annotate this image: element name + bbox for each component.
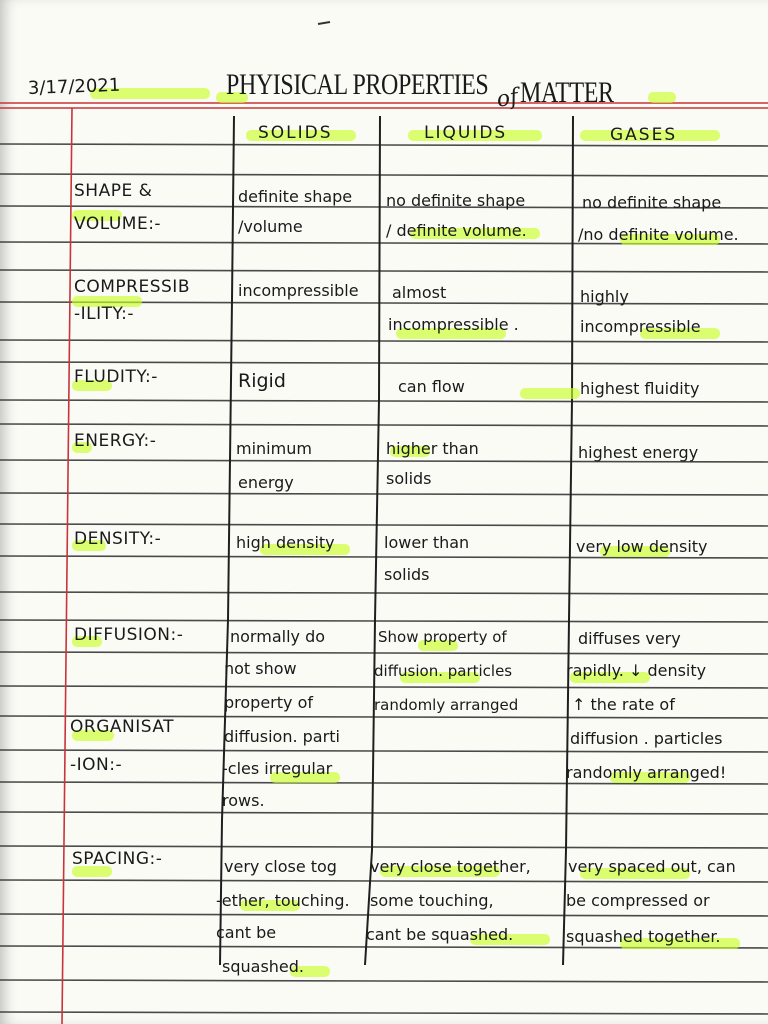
- ruled-line: [0, 592, 768, 594]
- cell-spacing-liquids-1: very close together,: [370, 857, 531, 876]
- cell-shape-gases-2: /no definite volume.: [578, 225, 739, 244]
- cell-density-solids: high density: [236, 533, 335, 552]
- cell-spacing-solids-4: squashed.: [222, 957, 304, 976]
- title-main: PHYISICAL PROPERTIES: [226, 68, 489, 101]
- cell-diffusion-gases-5: randomly arranged!: [566, 763, 727, 782]
- cell-diffusion-solids-6: rows.: [222, 791, 265, 810]
- cell-spacing-liquids-3: cant be squashed.: [366, 925, 514, 944]
- cell-shape-solids-1: definite shape: [238, 187, 353, 206]
- cell-compress-gases-1: highly: [580, 287, 629, 306]
- ruled-line: [0, 686, 768, 688]
- cell-spacing-gases-1: very spaced out, can: [568, 857, 736, 876]
- row-label-shape: SHAPE &: [74, 181, 153, 201]
- row-label-energy: ENERGY:-: [74, 431, 157, 451]
- cell-compress-solids: incompressible: [238, 281, 359, 300]
- cell-compress-gases-2: incompressible: [580, 317, 701, 336]
- cell-shape-solids-2: /volume: [238, 217, 303, 236]
- cell-diffusion-solids-2: not show: [224, 659, 297, 678]
- cell-spacing-solids-2: -ether, touching.: [216, 891, 350, 910]
- row-label-compressib: COMPRESSIB: [74, 277, 190, 297]
- cell-shape-liquids-2: / definite volume.: [386, 221, 527, 240]
- ruled-line: [0, 270, 768, 272]
- cell-shape-gases-1: no definite shape: [582, 193, 722, 212]
- cell-spacing-gases-2: be compressed or: [566, 891, 710, 910]
- cell-energy-liquids-1: higher than: [386, 439, 479, 458]
- row-label-organisat: ORGANISAT: [70, 717, 175, 737]
- ruled-line: [0, 652, 768, 654]
- row-label-ility: -ILITY:-: [74, 304, 135, 324]
- ruled-line: [0, 750, 768, 752]
- title-matter: MATTER: [520, 76, 614, 109]
- cell-shape-liquids-1: no definite shape: [386, 191, 526, 210]
- column-header-solids: SOLIDS: [258, 123, 333, 143]
- cell-diffusion-liquids-1: Show property of: [378, 628, 507, 646]
- ruled-line: [0, 980, 768, 982]
- cell-diffusion-solids-3: property of: [224, 693, 313, 712]
- row-label-ion: -ION:-: [70, 755, 123, 775]
- date: 3/17/2021: [27, 74, 121, 99]
- ruled-line: [0, 340, 768, 342]
- row-label-density: DENSITY:-: [74, 529, 162, 549]
- cell-spacing-gases-3: squashed together.: [566, 927, 721, 946]
- ruled-line: [0, 524, 768, 526]
- cell-energy-liquids-2: solids: [386, 469, 432, 488]
- ruled-line: [0, 1012, 768, 1014]
- cell-diffusion-liquids-3: randomly arranged: [374, 696, 519, 714]
- cell-compress-liquids-1: almost: [392, 283, 447, 302]
- row-label-spacing: SPACING:-: [72, 849, 163, 869]
- cell-fluidity-solids: Rigid: [238, 370, 286, 392]
- column-header-liquids: LIQUIDS: [424, 123, 508, 143]
- cell-energy-solids-1: minimum: [236, 439, 312, 458]
- ruled-line: [0, 174, 768, 176]
- cell-density-liquids-2: solids: [384, 565, 430, 584]
- ruled-line: [0, 812, 768, 814]
- column-header-gases: GASES: [610, 125, 678, 145]
- cell-density-gases: very low density: [576, 537, 708, 556]
- title-of: of: [494, 84, 521, 113]
- cell-fluidity-liquids: can flow: [398, 377, 465, 396]
- cell-diffusion-gases-4: diffusion . particles: [570, 729, 723, 748]
- cell-energy-gases: highest energy: [578, 443, 699, 462]
- ruled-line: [0, 880, 768, 882]
- ruled-line: [0, 362, 768, 364]
- cell-diffusion-gases-2: rapidly. ↓ density: [566, 661, 707, 680]
- margin-line: [62, 108, 72, 1024]
- cell-spacing-solids-3: cant be: [216, 923, 277, 942]
- row-label-diffusion: DIFFUSION:-: [74, 625, 184, 645]
- ruled-line: [0, 914, 768, 916]
- cell-energy-solids-2: energy: [238, 473, 294, 492]
- cell-diffusion-liquids-2: diffusion. particles: [374, 662, 513, 680]
- ruled-line: [0, 400, 768, 402]
- ruled-line: [0, 424, 768, 426]
- cell-fluidity-gases: highest fluidity: [580, 379, 700, 398]
- cell-diffusion-solids-1: normally do: [230, 627, 326, 646]
- cell-spacing-solids-1: very close tog: [224, 857, 337, 876]
- cell-compress-liquids-2: incompressible .: [388, 315, 519, 334]
- cell-diffusion-solids-5: -cles irregular: [222, 759, 333, 778]
- cell-diffusion-solids-4: diffusion. parti: [224, 727, 340, 746]
- row-label-volume: VOLUME:-: [74, 214, 162, 234]
- ruled-line: [0, 493, 768, 495]
- cell-diffusion-gases-1: diffuses very: [578, 629, 681, 648]
- cell-diffusion-gases-3: ↑ the rate of: [572, 695, 675, 714]
- cell-spacing-liquids-2: some touching,: [370, 891, 494, 910]
- cell-density-liquids-1: lower than: [384, 533, 470, 552]
- row-label-fluidity: FLUDITY:-: [74, 367, 158, 387]
- ruled-line: [0, 620, 768, 622]
